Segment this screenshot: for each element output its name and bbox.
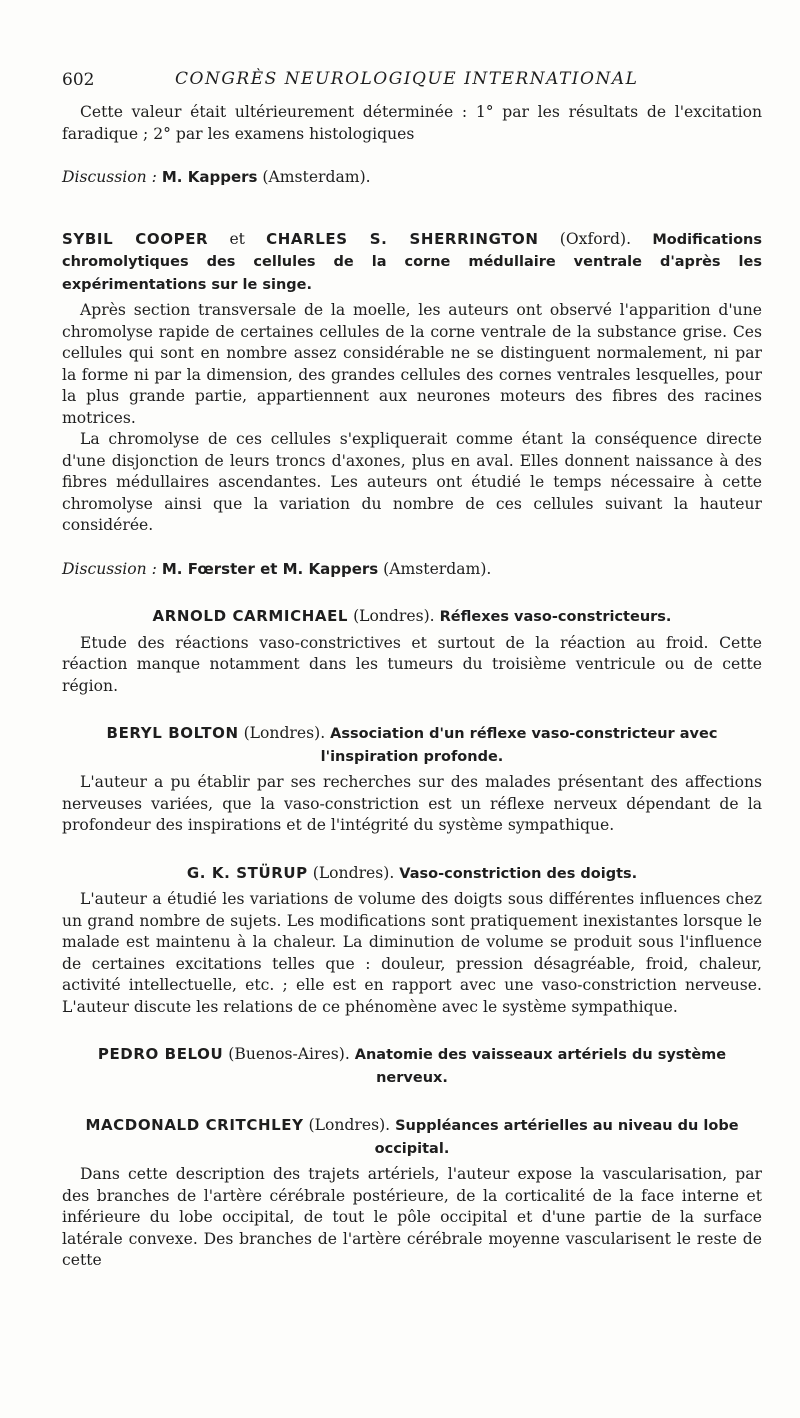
article-discussion [62,559,762,581]
discussion-label: Discussion : [62,168,157,186]
discussion-names: M. Fœrster et M. Kappers [161,559,379,578]
article-body: Après section transversale de la moelle, les auteurs ont observé l'apparition d'une chromolyse rapide de certaines cellules de la corne ventrale de la substance grise. Ces cellules qui sont en nombre assez considérable ne se distinguent normalement, ni par la forme ni par la dimension, des grandes cellules des cornes ventrales lesquelles, pour la plus grande partie, appartiennent aux neurones moteurs des fibres des racines motrices. [62,301,762,427]
article-body: L'auteur a étudié les variations de volume des doigts sous différentes influences chez un grand nombre de sujets. Les modifications sont pratiquement inexistantes lorsque le malade est maintenu à la chaleur. La diminution de volume se produit sous l'influence de certaines excitations telles que : douleur, pression désagréable, froid, chaleur, activité intellectuelle, etc. ; elle est en rapport avec une vaso-constriction nerveuse. L'auteur discute les relations de ce phénomène avec le système sympathique. [62,890,762,1016]
article-belou [62,1044,762,1089]
article-title: Suppléances artérielles au niveau du lobe occipital. [374,1118,739,1157]
discussion-names: M. Kappers [161,168,258,186]
article-heading [62,863,762,886]
article-place: (Londres). [308,1116,391,1134]
article-body: Dans cette description des trajets artériels, l'auteur expose la vascularisation, par des branches de l'artère cérébrale postérieure, de la corticalité de la face interne et inférieure du lobe occipital, de tout le pôle occipital et d'une partie de la surface latérale convexe. Des branches de l'artère cérébrale moyenne vascularisent le reste de cette [62,1165,762,1269]
article-title: Réflexes vaso-constricteurs. [439,609,672,625]
article-authors: ARNOLD CARMICHAEL [152,607,349,625]
article-heading [62,1115,762,1160]
article-title: Association d'un réflexe vaso-constricteur avec l'inspiration profonde. [320,726,718,765]
article-place: (Londres). [353,607,435,625]
article-title: Anatomie des vaisseaux artériels du système nerveux. [354,1047,727,1086]
article-cooper-sherrington [62,229,762,581]
article-place: (Buenos-Aires). [228,1045,350,1063]
article-body-2: La chromolyse de ces cellules s'expliquerait comme étant la conséquence directe d'une disjonction de leurs troncs d'axones, plus en aval. Elles donnent naissance à des fibres médullaires ascendantes. Les auteurs ont étudié le temps nécessaire à cette chromolyse ainsi que la variation du nombre de ces cellules suivant la hauteur considérée. [62,430,762,534]
running-header [62,64,762,94]
article-title: Vaso-constriction des doigts. [399,865,638,882]
article-heading [62,723,762,768]
page-content [62,102,762,1272]
article-body: Etude des réactions vaso-constrictives et surtout de la réaction au froid. Cette réaction manque notamment dans les tumeurs du troisième ventricule ou de cette région. [62,633,762,695]
author-conjunction: et [229,229,245,248]
intro-discussion [62,167,762,189]
intro-paragraph: Cette valeur était ultérieurement déterminée : 1° par les résultats de l'excitation faradique ; 2° par les examens histologiques [62,103,762,143]
page-number: 602 [62,70,95,90]
article-authors: G. K. STÜRUP [186,863,308,882]
discussion-label: Discussion : [62,559,157,578]
discussion-place: (Amsterdam). [383,559,492,578]
article-authors: SYBIL COOPER [62,229,209,248]
article-body: L'auteur a pu établir par ses recherches sur des malades présentant des affections nerveuses variées, que la vaso-constriction est un réflexe nerveux dépendant de la profondeur des inspirations et de l'intégrité du système sympathique. [62,773,762,834]
article-authors-2: CHARLES S. SHERRINGTON [266,229,539,248]
article-authors: PEDRO BELOU [97,1045,224,1063]
article-authors: BERYL BOLTON [106,724,239,742]
article-carmichael [62,606,762,697]
article-sturup [62,863,762,1019]
article-place: (Londres). [312,863,395,882]
article-authors: MACDONALD CRITCHLEY [85,1116,304,1134]
article-title: Modifications chromolytiques des cellules de la corne médullaire ventrale d'après les expérimentations sur le singe. [62,231,762,293]
article-place: (Oxford). [559,229,632,248]
article-heading [62,606,762,629]
article-critchley [62,1115,762,1272]
article-heading [62,229,762,297]
discussion-place: (Amsterdam). [262,168,371,186]
article-place: (Londres). [243,724,326,742]
running-title: CONGRÈS NEUROLOGIQUE INTERNATIONAL [175,69,639,89]
article-bolton [62,723,762,837]
article-heading [62,1044,762,1089]
